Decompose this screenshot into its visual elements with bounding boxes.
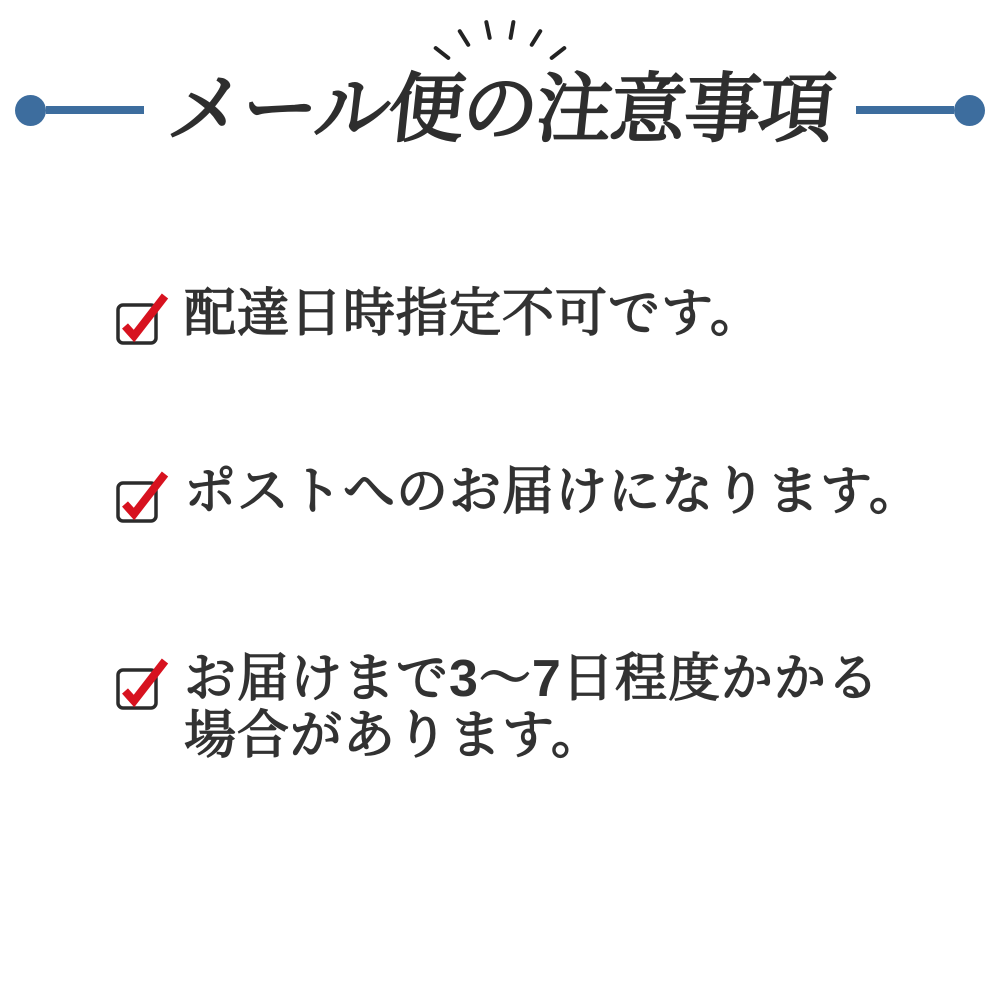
checked-checkbox-icon [112,466,172,526]
checklist-item-line: ポストへのお届けになります。 [184,463,922,521]
checklist-item [112,286,763,348]
title-row [0,62,1000,158]
checked-checkbox-icon [112,288,172,348]
burst-ray [484,20,492,40]
checked-checkbox-icon [112,653,172,713]
burst-ray [457,28,471,47]
checklist-item-text [184,286,763,343]
checklist-item [112,651,880,765]
checklist-item-line: お届けまで3〜7日程度かかる [184,650,880,708]
burst-ray [549,45,567,60]
accent-line-right [856,106,954,114]
accent-dot-left [15,95,46,126]
burst-ray [433,45,451,60]
accent-dot-right [954,95,985,126]
checklist-item-line: 配達日時指定不可です。 [184,285,763,343]
checklist-item-line: 場合があります。 [184,707,604,766]
burst-ray [508,20,515,40]
sparkle-burst-icon [434,16,566,66]
checklist-item-text [184,651,880,765]
burst-ray [529,28,543,47]
accent-line-left [46,106,144,114]
checklist-item-text [184,464,922,521]
page-title: メール便の注意事項 [163,67,837,152]
checklist-item [112,464,922,526]
